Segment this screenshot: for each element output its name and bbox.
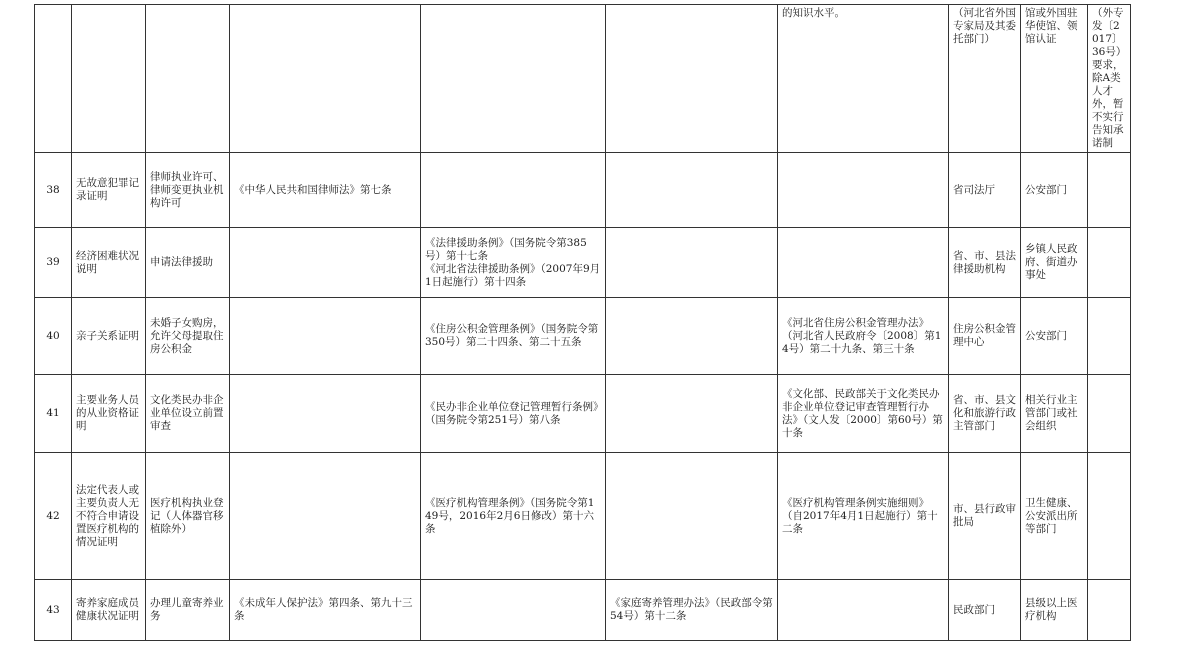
verifying-department: 公安部门 xyxy=(1021,153,1088,228)
normative-document-basis: 《河北省住房公积金管理办法》（河北省人民政府令〔2008〕第14号）第二十九条、第三十条 xyxy=(778,298,949,375)
certificate-material xyxy=(72,5,146,153)
service-matter: 申请法律援助 xyxy=(146,228,230,298)
law-basis xyxy=(230,375,421,453)
service-matter: 文化类民办非企业单位设立前置审查 xyxy=(146,375,230,453)
certificate-material: 法定代表人或主要负责人无不符合申请设置医疗机构的情况证明 xyxy=(72,453,146,580)
remark xyxy=(1088,453,1131,580)
service-matter xyxy=(146,5,230,153)
row-number: 42 xyxy=(35,453,72,580)
service-matter: 办理儿童寄养业务 xyxy=(146,580,230,641)
department-rule-basis xyxy=(606,5,778,153)
table-row xyxy=(35,375,1131,453)
certificate-material: 亲子关系证明 xyxy=(72,298,146,375)
remark xyxy=(1088,228,1131,298)
department-rule-basis: 《家庭寄养管理办法》（民政部令第54号）第十二条 xyxy=(606,580,778,641)
law-basis xyxy=(230,453,421,580)
table-row xyxy=(35,453,1131,580)
regulation-basis: 《法律援助条例》（国务院令第385号）第十七条 《河北省法律援助条例》（2007年9月1日起施行）第十四条 xyxy=(421,228,606,298)
issuing-department: 民政部门 xyxy=(949,580,1021,641)
certificate-material: 无故意犯罪记录证明 xyxy=(72,153,146,228)
issuing-department: 住房公积金管理中心 xyxy=(949,298,1021,375)
certificate-material: 寄养家庭成员健康状况证明 xyxy=(72,580,146,641)
table-row xyxy=(35,228,1131,298)
issuing-department: （河北省外国专家局及其委托部门） xyxy=(949,5,1021,153)
law-basis xyxy=(230,228,421,298)
department-rule-basis xyxy=(606,453,778,580)
remark xyxy=(1088,153,1131,228)
regulation-basis xyxy=(421,580,606,641)
row-number: 43 xyxy=(35,580,72,641)
normative-document-basis xyxy=(778,580,949,641)
verifying-department: 相关行业主管部门或社会组织 xyxy=(1021,375,1088,453)
law-basis xyxy=(230,298,421,375)
remark xyxy=(1088,375,1131,453)
issuing-department: 省司法厅 xyxy=(949,153,1021,228)
verifying-department: 馆或外国驻华使馆、领馆认证 xyxy=(1021,5,1088,153)
table-row xyxy=(35,298,1131,375)
service-matter: 未婚子女购房，允许父母提取住房公积金 xyxy=(146,298,230,375)
verifying-department: 卫生健康、公安派出所等部门 xyxy=(1021,453,1088,580)
remark xyxy=(1088,298,1131,375)
service-matter: 律师执业许可、律师变更执业机构许可 xyxy=(146,153,230,228)
row-number: 39 xyxy=(35,228,72,298)
table-row xyxy=(35,5,1131,153)
service-matter: 医疗机构执业登记（人体器官移植除外） xyxy=(146,453,230,580)
table-row xyxy=(35,153,1131,228)
regulation-basis xyxy=(421,5,606,153)
department-rule-basis xyxy=(606,228,778,298)
certificate-material: 主要业务人员的从业资格证明 xyxy=(72,375,146,453)
normative-document-basis xyxy=(778,228,949,298)
row-number xyxy=(35,5,72,153)
row-number: 41 xyxy=(35,375,72,453)
verifying-department: 乡镇人民政府、街道办事处 xyxy=(1021,228,1088,298)
certificate-list-table xyxy=(34,4,1131,641)
law-basis xyxy=(230,5,421,153)
department-rule-basis xyxy=(606,375,778,453)
normative-document-basis: 《医疗机构管理条例实施细则》（自2017年4月1日起施行）第十二条 xyxy=(778,453,949,580)
regulation-basis xyxy=(421,153,606,228)
issuing-department: 市、县行政审批局 xyxy=(949,453,1021,580)
row-number: 40 xyxy=(35,298,72,375)
issuing-department: 省、市、县法律援助机构 xyxy=(949,228,1021,298)
issuing-department: 省、市、县文化和旅游行政主管部门 xyxy=(949,375,1021,453)
regulation-basis: 《住房公积金管理条例》（国务院令第350号）第二十四条、第二十五条 xyxy=(421,298,606,375)
regulation-basis: 《医疗机构管理条例》（国务院令第149号，2016年2月6日修改）第十六条 xyxy=(421,453,606,580)
verifying-department: 县级以上医疗机构 xyxy=(1021,580,1088,641)
regulation-basis: 《民办非企业单位登记管理暂行条例》（国务院令第251号）第八条 xyxy=(421,375,606,453)
law-basis: 《中华人民共和国律师法》第七条 xyxy=(230,153,421,228)
remark: （外专发〔2017〕36号）要求，除A类人才外，暂不实行告知承诺制 xyxy=(1088,5,1131,153)
remark xyxy=(1088,580,1131,641)
certificate-material: 经济困难状况说明 xyxy=(72,228,146,298)
normative-document-basis: 《文化部、民政部关于文化类民办非企业单位登记审查管理暂行办法》（文人发〔2000〕第60号）第十条 xyxy=(778,375,949,453)
row-number: 38 xyxy=(35,153,72,228)
table-row xyxy=(35,580,1131,641)
law-basis: 《未成年人保护法》第四条、第九十三条 xyxy=(230,580,421,641)
normative-document-basis: 的知识水平。 xyxy=(778,5,949,153)
normative-document-basis xyxy=(778,153,949,228)
verifying-department: 公安部门 xyxy=(1021,298,1088,375)
department-rule-basis xyxy=(606,298,778,375)
department-rule-basis xyxy=(606,153,778,228)
